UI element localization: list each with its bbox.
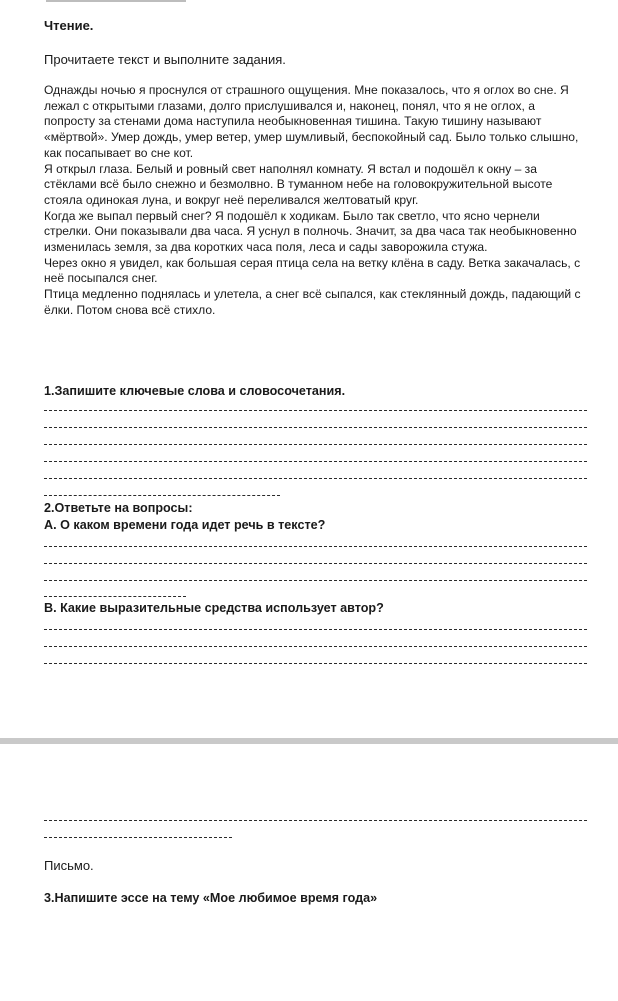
worksheet-page-2 [0,744,618,1001]
task-2a-question: А. О каком времени года идет речь в тексте? [44,518,326,532]
answer-line [44,546,587,547]
top-edge-bar [46,0,186,2]
answer-line [44,478,587,479]
text-paragraph-1: Однажды ночью я проснулся от страшного ощущения. Мне показалось, что я оглох во сне. Я лежал с открытыми глазами, долго прислушивался и, наконец, понял, что я не оглох, а попросту за стенами дома наступила необыкновенная тишина. Такую тишину называют «мёртвой». Умер дождь, умер ветер, умер шумливый, беспокойный сад. Было только слышно, как посапывает во сне кот. [44,83,579,160]
section-title-reading: Чтение. [44,18,94,33]
answer-line [44,663,587,664]
answer-line [44,461,587,462]
answer-line [44,410,587,411]
answer-line [44,444,587,445]
task-2b-question: В. Какие выразительные средства использует автор? [44,601,384,615]
answer-line [44,563,587,564]
task-3-essay: 3.Напишите эссе на тему «Мое любимое время года» [44,891,378,905]
answer-line [44,820,587,821]
task-1-keywords: 1.Запишите ключевые слова и словосочетания. [44,384,346,398]
answer-line-short [44,495,280,496]
section-title-writing: Письмо. [44,858,94,873]
text-paragraph-5: Птица медленно поднялась и улетела, а снег всё сыпался, как стеклянный дождь, падающий с ёлки. Потом снова всё стихло. [44,287,581,317]
answer-line [44,646,587,647]
instruction: Прочитаете текст и выполните задания. [44,52,286,67]
answer-line [44,427,587,428]
text-paragraph-4: Через окно я увидел, как большая серая птица села на ветку клёна в саду. Ветка закачалась, с неё посыпался снег. [44,255,581,286]
text-paragraph-3: Когда же выпал первый снег? Я подошёл к ходикам. Было так светло, что ясно чернели стрелки. Они показывали два часа. Я уснул в полночь. Значит, за два часа так необыкновенно изменилась земля, за два коротких часа поля, леса и сады заворожила стужа. [44,208,577,255]
answer-line-short [44,596,186,597]
task-2-questions: 2.Ответьте на вопросы: [44,501,193,515]
text-paragraph-2: Я открыл глаза. Белый и ровный свет наполнял комнату. Я встал и подошёл к окну – за стёклами всё было снежно и безмолвно. В туманном небе на головокружительной высоте стояла одинокая луна, и вокруг неё переливался желтоватый круг. [44,161,553,207]
reading-text [44,83,589,319]
answer-line [44,580,587,581]
answer-line-short [44,837,232,838]
answer-line [44,629,587,630]
